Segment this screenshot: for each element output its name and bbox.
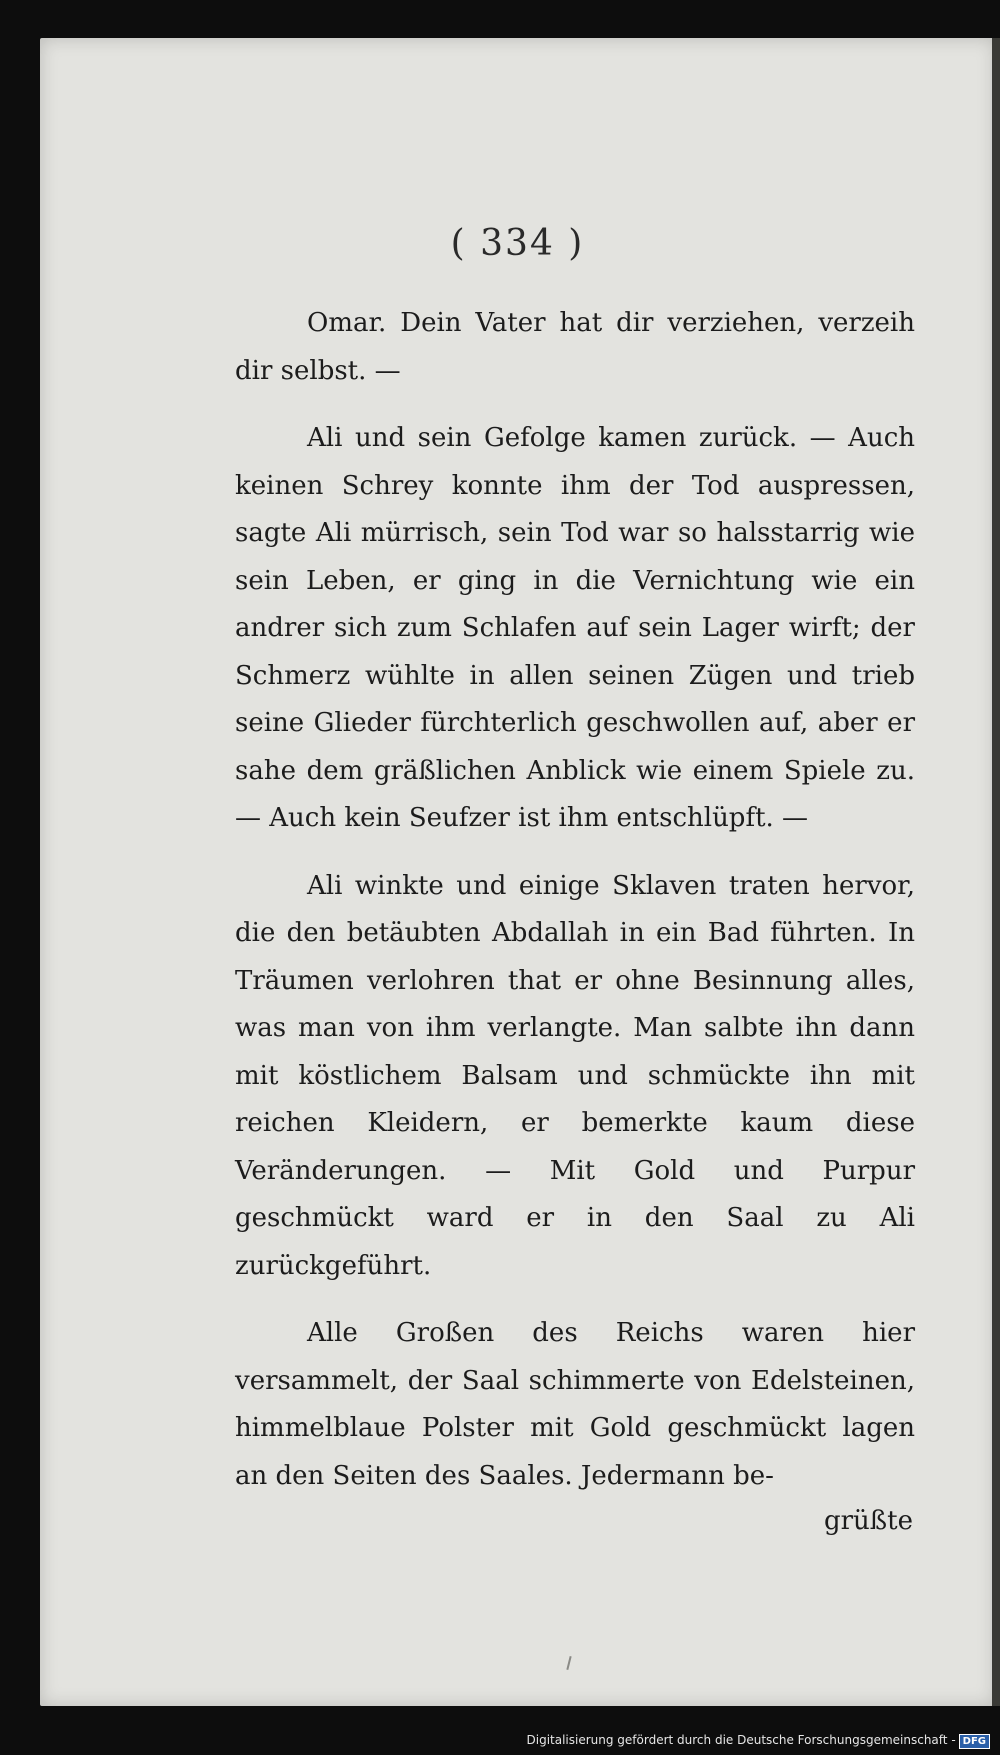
- paragraph-3: Ali winkte und einige Sklaven traten hervor, die den betäubten Abdallah in ein Bad führten. In Träumen verlohren that er ohne Besinnung alles, was man von ihm verlangte. Man salbte ihn dann mit köstlichem Balsam und schmückte ihn mit reichen Kleidern, er bemerkte kaum diese Veränderungen. — Mit Gold und Purpur geschmückt ward er in den Saal zu Ali zurückgeführt.: [235, 870, 915, 1281]
- body-text: [235, 300, 915, 1546]
- paragraph-4: Alle Großen des Reichs waren hier versammelt, der Saal schimmerte von Edelsteinen, himmelblaue Polster mit Gold geschmückt lagen an den Seiten des Saales. Jedermann be-: [235, 1318, 915, 1491]
- paragraph-2: Ali und sein Gefolge kamen zurück. — Auch keinen Schrey konnte ihm der Tod auspressen, sagte Ali mürrisch, sein Tod war so halsstarrig wie sein Leben, er ging in die Vernichtung wie ein andrer sich zum Schlafen auf sein Lager wirft; der Schmerz wühlte in allen seinen Zügen und trieb seine Glieder fürchterlich geschwollen auf, aber er sahe dem gräßlichen Anblick wie einem Spiele zu. — Auch kein Seufzer ist ihm entschlüpft. —: [235, 423, 915, 833]
- footer-text: Digitalisierung gefördert durch die Deutsche Forschungsgemeinschaft -: [526, 1733, 956, 1747]
- paragraph-1: Omar. Dein Vater hat dir verziehen, verzeih dir selbst. —: [235, 308, 915, 386]
- page-edge: [992, 38, 1000, 1706]
- ink-mark: [566, 1656, 571, 1670]
- dfg-logo: DFG: [959, 1734, 990, 1749]
- catchword: grüßte: [823, 1506, 913, 1536]
- page-number: ( 334 ): [450, 223, 585, 264]
- book-page: [40, 38, 995, 1706]
- digitization-footer: [527, 1733, 991, 1749]
